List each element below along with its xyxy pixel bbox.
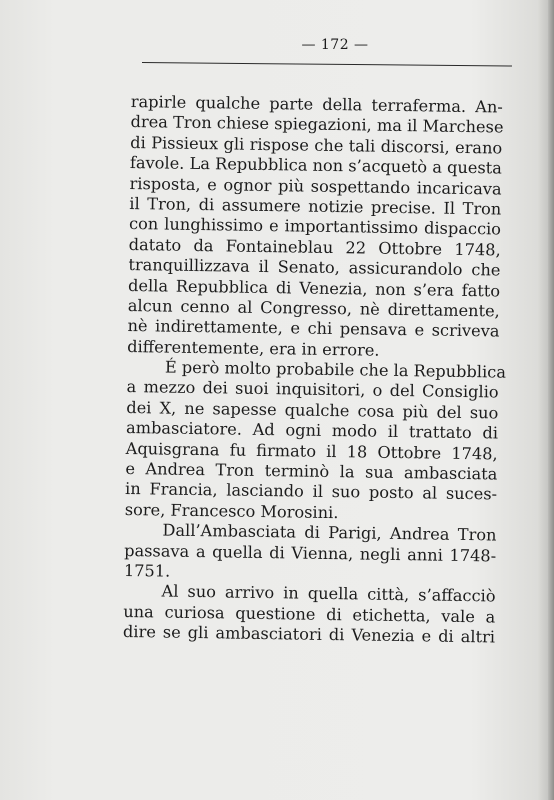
text-line: risposta, e ognor più sospettando incaricava: [129, 173, 502, 199]
text-line: Aquisgrana fu firmato il 18 Ottobre 1748,: [125, 438, 498, 464]
text-line: il Tron, di assumere notizie precise. Il Tron: [129, 193, 502, 219]
text-line: in Francia, lasciando il suo posto al suces-: [124, 479, 498, 504]
page-body-text: [122, 92, 507, 648]
text-line: dire se gli ambasciatori di Venezia e di altri: [122, 622, 496, 647]
header-rule: [142, 62, 512, 67]
page-edge-shadow: [548, 0, 554, 800]
text-line: della Repubblica di Venezia, non s’era fatto: [127, 275, 501, 301]
text-line: Dall’Ambasciata di Parigi, Andrea Tron: [162, 520, 497, 545]
text-line: a mezzo dei suoi inquisitori, o del Consiglio: [126, 377, 499, 402]
text-line: sore, Francesco Morosini.: [124, 499, 339, 522]
text-line: tranquillizzava il Senato, assicurandolo che: [128, 255, 501, 280]
text-line: dei X, ne sapesse qualche cosa più del suo: [126, 397, 499, 423]
text-line: drea Tron chiese spiegazioni, ma il Marchese: [130, 112, 504, 137]
text-line: ambasciatore. Ad ogni modo il trattato di: [125, 418, 499, 443]
text-line: datato da Fontaineblau 22 Ottobre 1748,: [128, 234, 501, 260]
page-number-header: — 172 —: [301, 37, 369, 53]
text-line: una curiosa questione di etichetta, vale a: [123, 601, 496, 627]
text-line: passava a quella di Vienna, negli anni 1748-: [124, 540, 497, 566]
text-line: É però molto probabile che la Repubblica: [164, 357, 507, 382]
text-line: Al suo arrivo in quella città, s’affacciò: [161, 581, 496, 606]
text-line: alcun cenno al Congresso, nè direttamente,: [127, 295, 500, 321]
text-line: rapirle qualche parte della terraferma. An-: [130, 92, 503, 117]
text-line: di Pissieux gli rispose che tali discorsi, erano: [130, 132, 503, 158]
text-line: differentemente, era in errore.: [127, 336, 380, 360]
text-line: favole. La Repubblica non s’acquetò a questa: [129, 153, 503, 178]
text-line: nè indirettamente, e chi pensava e scriveva: [127, 316, 500, 341]
text-line: e Andrea Tron terminò la sua ambasciata: [125, 458, 498, 484]
text-line: con lunghissimo e importantissimo dispaccio: [128, 214, 502, 239]
text-line: 1751.: [123, 560, 171, 581]
